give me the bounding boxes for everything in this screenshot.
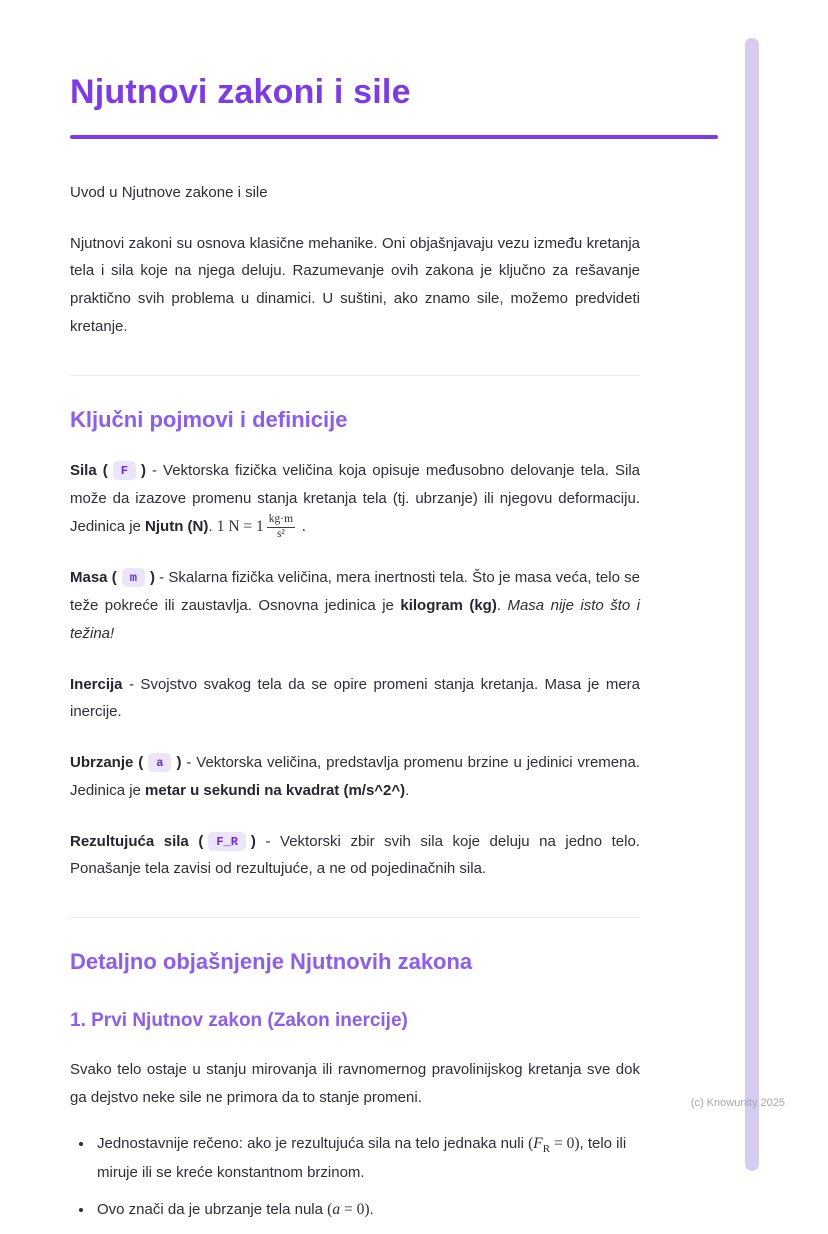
text-segment: - Vektorski zbir svih sila koje deluju na jedno telo. Ponašanje tela zavisi od rezultujuće, a ne od pojedinačnih sila.	[70, 832, 640, 878]
text-segment: .	[369, 1201, 374, 1219]
list-item	[94, 1130, 640, 1187]
math-variable: F	[533, 1134, 543, 1152]
copyright-footer: (c) Knowunity 2025	[690, 1097, 785, 1109]
first-law-paragraph: Svako telo ostaje u stanju mirovanja ili ravnomernog pravolinijskog kretanja sve dok ga dejstvo neke sile ne primora da to stanje promeni.	[70, 1061, 640, 1107]
inline-math-FR-zero	[528, 1134, 580, 1155]
emphasis-note: Masa nije isto što i težina!	[70, 597, 641, 642]
math-variable: a	[332, 1201, 341, 1219]
fraction-numerator: kg·m	[267, 513, 295, 528]
newton-unit-formula	[216, 512, 306, 540]
text-segment: kilogram (kg)	[400, 597, 497, 615]
text-segment: Ovo znači da je ubrzanje tela nula	[97, 1201, 328, 1219]
text-segment: Sila (	[70, 462, 108, 480]
fraction-denominator: s²	[276, 527, 285, 540]
math-open: (	[327, 1201, 333, 1219]
text-segment: .	[208, 517, 217, 535]
text-segment: Inercija	[70, 675, 123, 693]
text-segment: )	[149, 569, 155, 587]
list-item	[94, 1196, 640, 1225]
term-paragraph-rezultujuca	[70, 828, 640, 884]
inline-code-chip-m: m	[122, 568, 145, 587]
text-segment: )	[176, 754, 182, 772]
first-law-bullet-list	[70, 1130, 640, 1225]
side-accent-bar	[745, 38, 759, 1171]
inline-math-a-zero	[327, 1201, 369, 1218]
term-paragraph-masa	[70, 564, 640, 647]
text-segment: - Svojstvo svakog tela da se opire promeni stanja kretanja. Masa je mera inercije.	[70, 675, 640, 721]
math-rest: = 0)	[550, 1134, 580, 1152]
subheading-first-law: 1. Prvi Njutnov zakon (Zakon inercije)	[70, 1009, 408, 1031]
intro-lead: Uvod u Njutnove zakone i sile	[70, 183, 268, 201]
text-segment: Masa (	[70, 569, 117, 587]
section-heading-laws: Detaljno objašnjenje Njutnovih zakona	[70, 949, 473, 975]
math-subscript: R	[542, 1143, 551, 1155]
section-heading-key-terms: Ključni pojmovi i definicije	[70, 406, 348, 432]
text-segment: Ubrzanje (	[70, 754, 144, 772]
text-segment: Jednostavnije rečeno: ako je rezultujuća sila na telo jednaka nuli	[97, 1134, 529, 1152]
math-open: (	[528, 1134, 534, 1152]
text-segment: )	[250, 832, 256, 850]
text-segment: - Vektorska fizička veličina koja opisuje međusobno delovanje tela. Sila može da izazove promenu stanja kretanja tela (tj. ubrzanje) ili njegovu deformaciju. Jedinica je	[70, 462, 640, 535]
text-segment: Rezultujuća sila (	[70, 832, 204, 850]
inline-code-chip-a: a	[148, 753, 171, 772]
text-segment: metar u sekundi na kvadrat (m/s^2^)	[145, 781, 406, 799]
document-content	[70, 0, 640, 1234]
page-title: Njutnovi zakoni i sile	[70, 73, 411, 111]
intro-paragraph: Njutnovi zakoni su osnova klasične mehanike. Oni objašnjavaju vezu između kretanja tela i sila koje na njega deluju. Razumevanje ovih zakona je ključno za rešavanje praktično svih problema u dinamici. U suštini, ako znamo sile, možemo predvideti kretanje.	[70, 234, 640, 335]
text-segment: , telo ili miruje ili se kreće konstantnom brzinom.	[97, 1134, 627, 1182]
section-divider	[70, 375, 640, 376]
fraction	[267, 513, 295, 542]
inline-code-chip-F: F	[113, 461, 136, 480]
formula-suffix: .	[298, 517, 306, 535]
text-segment: )	[140, 462, 146, 480]
text-segment: - Vektorska veličina, predstavlja promenu brzine u jedinici vremena. Jedinica je	[70, 754, 640, 799]
text-segment: - Skalarna fizička veličina, mera inertnosti tela. Što je masa veća, telo se teže pokreće ili zaustavlja. Osnovna jedinica je	[70, 569, 641, 615]
text-segment: .	[405, 781, 410, 799]
math-rest: = 0)	[340, 1201, 370, 1219]
term-paragraph-ubrzanje	[70, 749, 640, 805]
formula-prefix: 1 N = 1	[216, 517, 264, 535]
text-segment: .	[496, 597, 508, 615]
title-rule	[70, 135, 718, 139]
text-segment: Njutn (N)	[145, 517, 209, 535]
term-paragraph-sila	[70, 457, 640, 541]
section-divider	[70, 917, 640, 918]
term-paragraph-inercija	[70, 671, 640, 727]
inline-code-chip-FR: F_R	[208, 832, 246, 851]
